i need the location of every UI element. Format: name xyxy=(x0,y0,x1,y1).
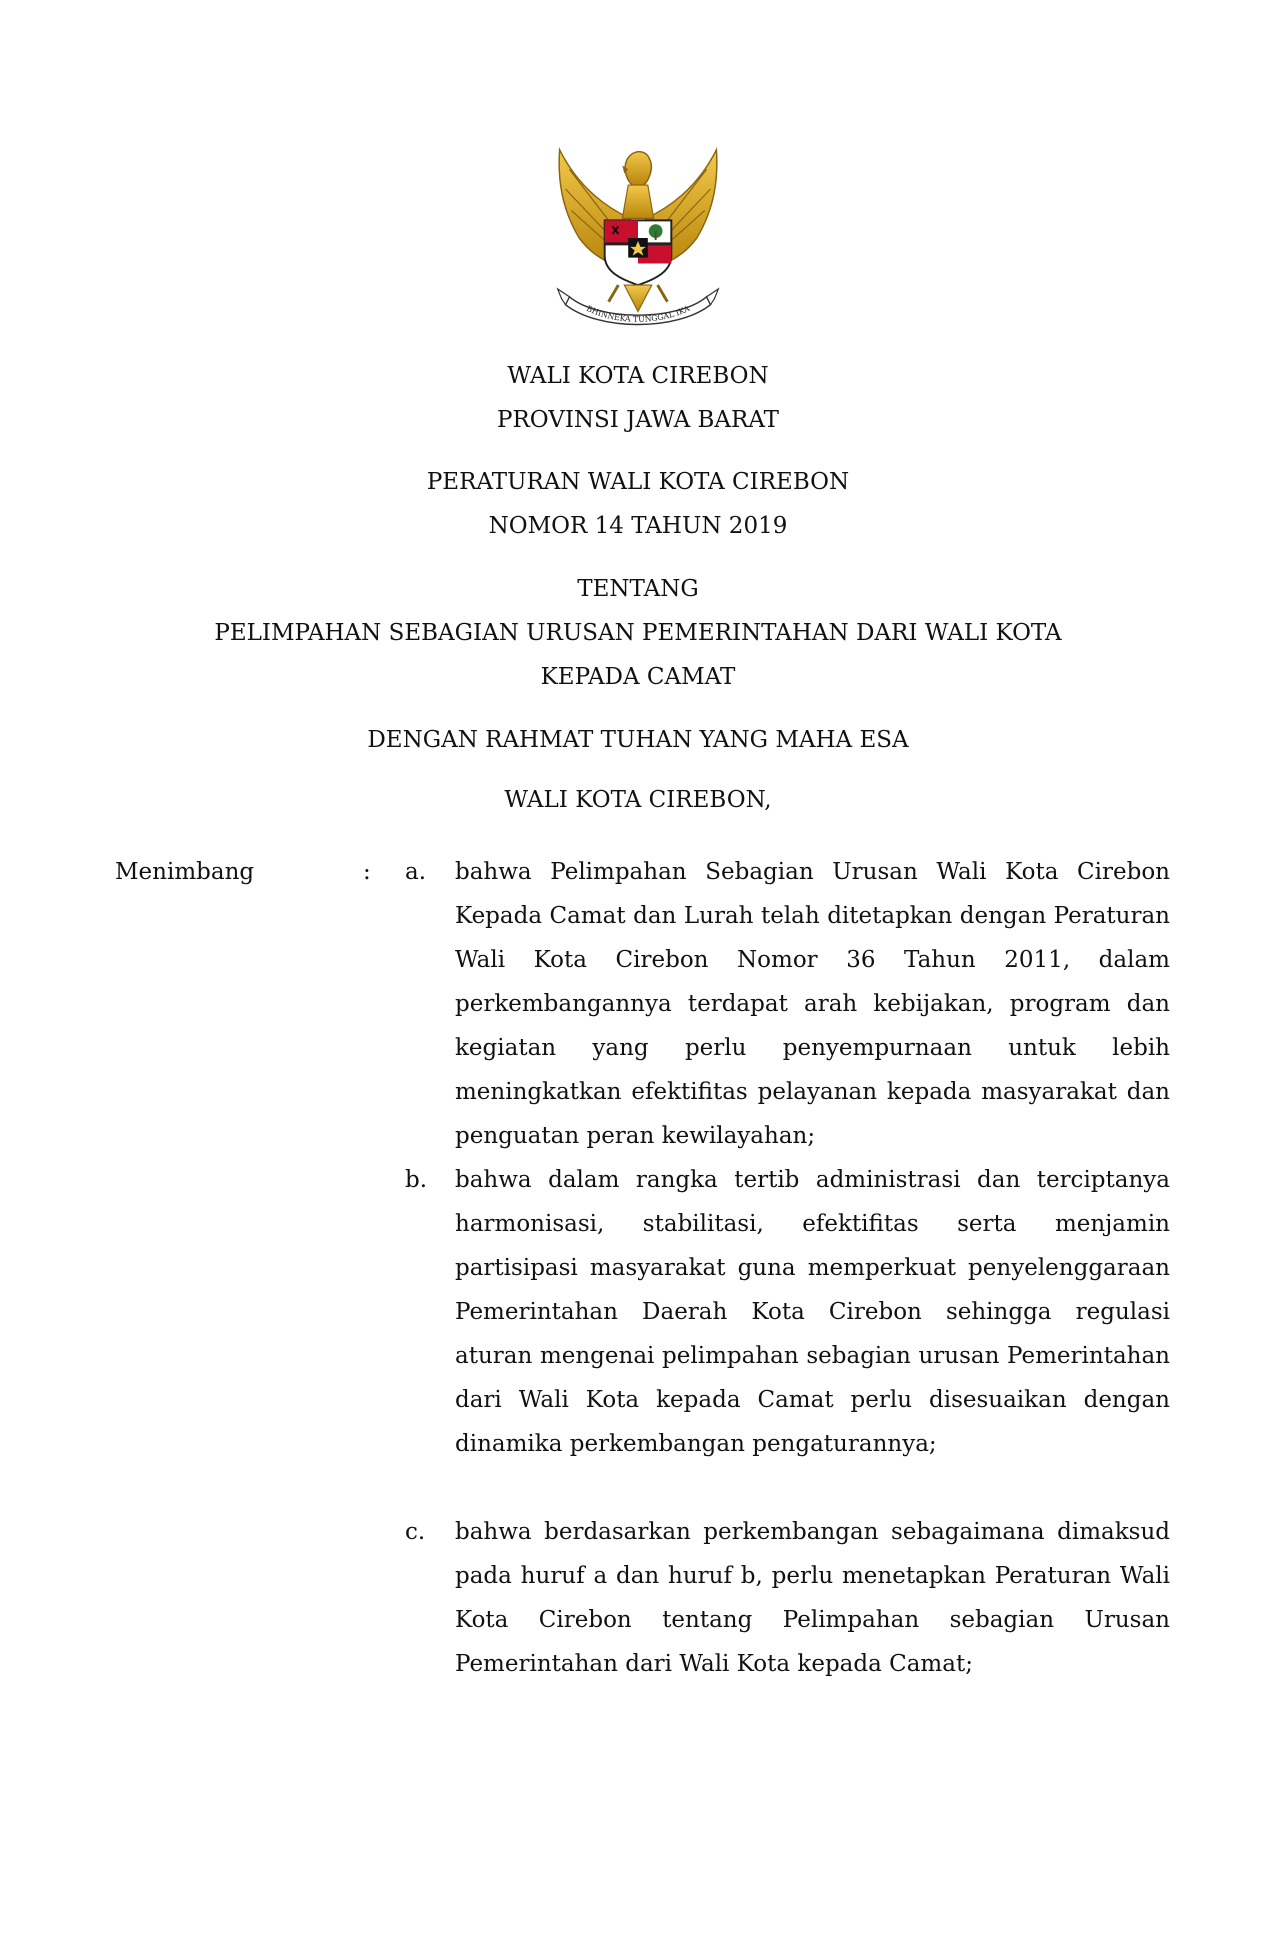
regulation-title: PERATURAN WALI KOTA CIREBON xyxy=(426,469,850,495)
regulation-subject-line-2: KEPADA CAMAT xyxy=(540,664,736,690)
emblem-motto: BHINNEKA TUNGGAL IKA xyxy=(584,303,692,324)
regulation-subject-line-1: PELIMPAHAN SEBAGIAN URUSAN PEMERINTAHAN DARI WALI KOTA xyxy=(214,620,1062,646)
item-marker: c. xyxy=(405,1519,426,1545)
item-marker: b. xyxy=(405,1167,428,1193)
item-marker: a. xyxy=(405,859,427,885)
issuer-province: PROVINSI JAWA BARAT xyxy=(496,407,780,433)
item-text: bahwa dalam rangka tertib administrasi dan terciptanya harmonisasi, stabilitasi, efektifitas serta menjamin partisipasi masyarakat guna memperkuat penyelenggaraan Pemerintahan Daerah Kota Cirebon sehingga regulasi aturan mengenai pelimpahan sebagian urusan Pemerintahan dari Wali Kota kepada Camat perlu disesuaikan dengan dinamika perkembangan pengaturannya; xyxy=(455,1167,1170,1457)
authority: WALI KOTA CIREBON, xyxy=(504,787,772,813)
regulation-about: TENTANG xyxy=(577,576,699,602)
considerations-label: Menimbang xyxy=(115,859,255,885)
considerations-colon: : xyxy=(363,859,371,885)
item-text: bahwa Pelimpahan Sebagian Urusan Wali Kota Cirebon Kepada Camat dan Lurah telah ditetapkan dengan Peraturan Wali Kota Cirebon Nomor 36 Tahun 2011, dalam perkembangannya terdapat arah kebijakan, program dan kegiatan yang perlu penyempurnaan untuk lebih meningkatkan efektifitas pelayanan kepada masyarakat dan penguatan peran kewilayahan; xyxy=(455,859,1170,1149)
invocation: DENGAN RAHMAT TUHAN YANG MAHA ESA xyxy=(367,727,909,753)
regulation-number: NOMOR 14 TAHUN 2019 xyxy=(488,513,788,539)
item-text: bahwa berdasarkan perkembangan sebagaimana dimaksud pada huruf a dan huruf b, perlu menetapkan Peraturan Wali Kota Cirebon tentang Pelimpahan sebagian Urusan Pemerintahan dari Wali Kota kepada Camat; xyxy=(455,1519,1170,1677)
garuda-emblem-icon xyxy=(540,140,736,336)
issuer-title: WALI KOTA CIREBON xyxy=(507,363,769,389)
